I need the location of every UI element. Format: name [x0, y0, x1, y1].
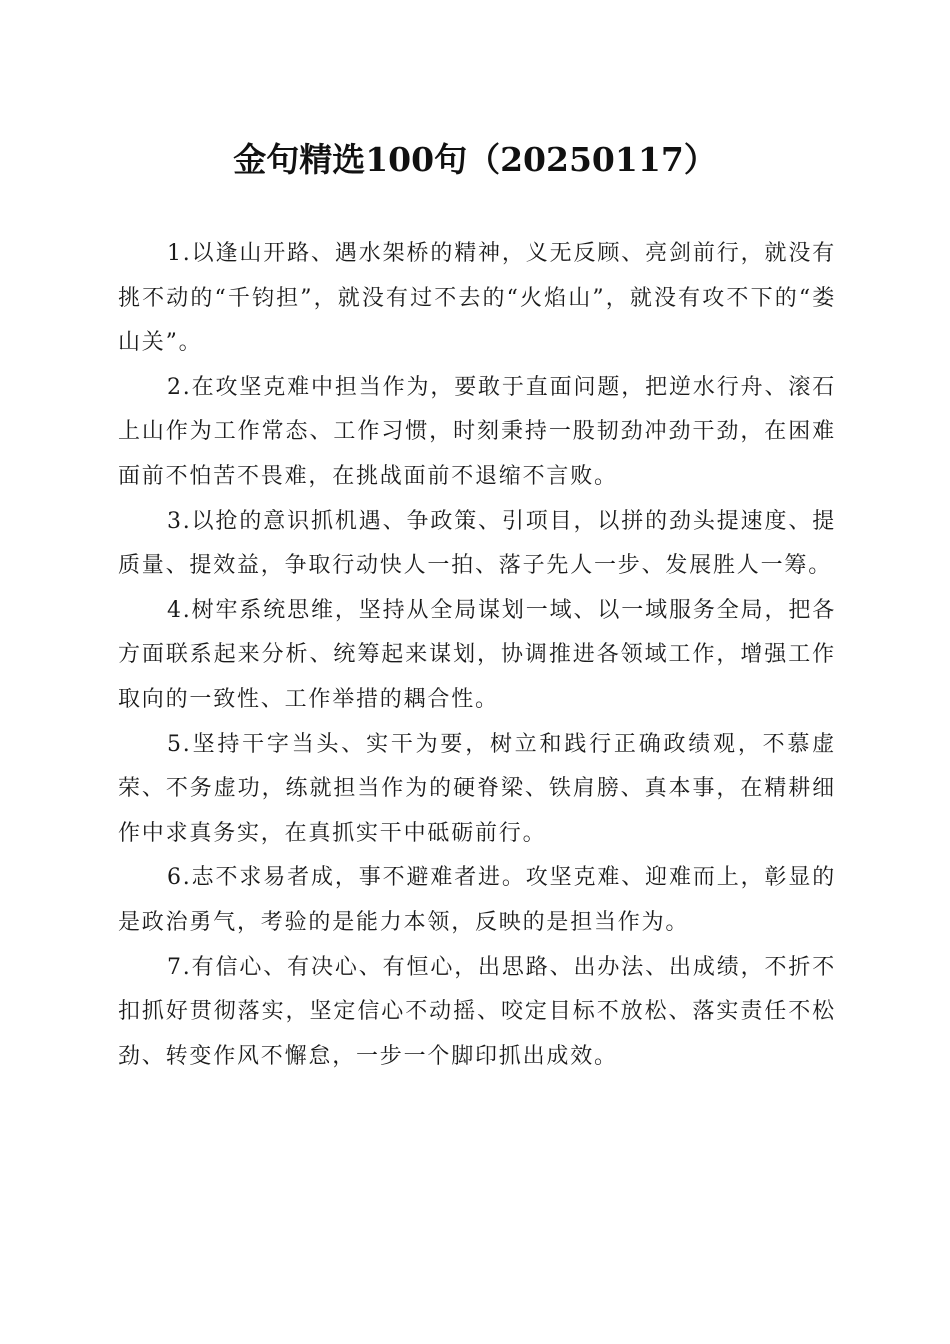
paragraph-3: 3.以抢的意识抓机遇、争政策、引项目，以拼的劲头提速度、提质量、提效益，争取行动快人一拍、落子先人一步、发展胜人一筹。	[118, 508, 836, 579]
paragraph-7: 7.有信心、有决心、有恒心，出思路、出办法、出成绩，不折不扣抓好贯彻落实，坚定信心不动摇、咬定目标不放松、落实责任不松劲、转变作风不懈怠，一步一个脚印抓出成效。	[118, 954, 836, 1069]
paragraph-1: 1.以逢山开路、遇水架桥的精神，义无反顾、亮剑前行，就没有挑不动的“千钧担”，就没有过不去的“火焰山”，就没有攻不下的“娄山关”。	[118, 241, 836, 356]
document-title: 金句精选100句（20250117）	[233, 140, 717, 179]
paragraph-4: 4.树牢系统思维，坚持从全局谋划一域、以一域服务全局，把各方面联系起来分析、统筹起来谋划，协调推进各领域工作，增强工作取向的一致性、工作举措的耦合性。	[118, 597, 836, 712]
paragraph-2: 2.在攻坚克难中担当作为，要敢于直面问题，把逆水行舟、滚石上山作为工作常态、工作习惯，时刻秉持一股韧劲冲劲干劲，在困难面前不怕苦不畏难，在挑战面前不退缩不言败。	[118, 374, 836, 489]
paragraph-6: 6.志不求易者成，事不避难者进。攻坚克难、迎难而上，彰显的是政治勇气，考验的是能力本领，反映的是担当作为。	[118, 865, 836, 935]
document-body	[118, 232, 836, 1079]
paragraph-5: 5.坚持干字当头、实干为要，树立和践行正确政绩观，不慕虚荣、不务虚功，练就担当作为的硬脊梁、铁肩膀、真本事，在精耕细作中求真务实，在真抓实干中砥砺前行。	[118, 731, 836, 846]
